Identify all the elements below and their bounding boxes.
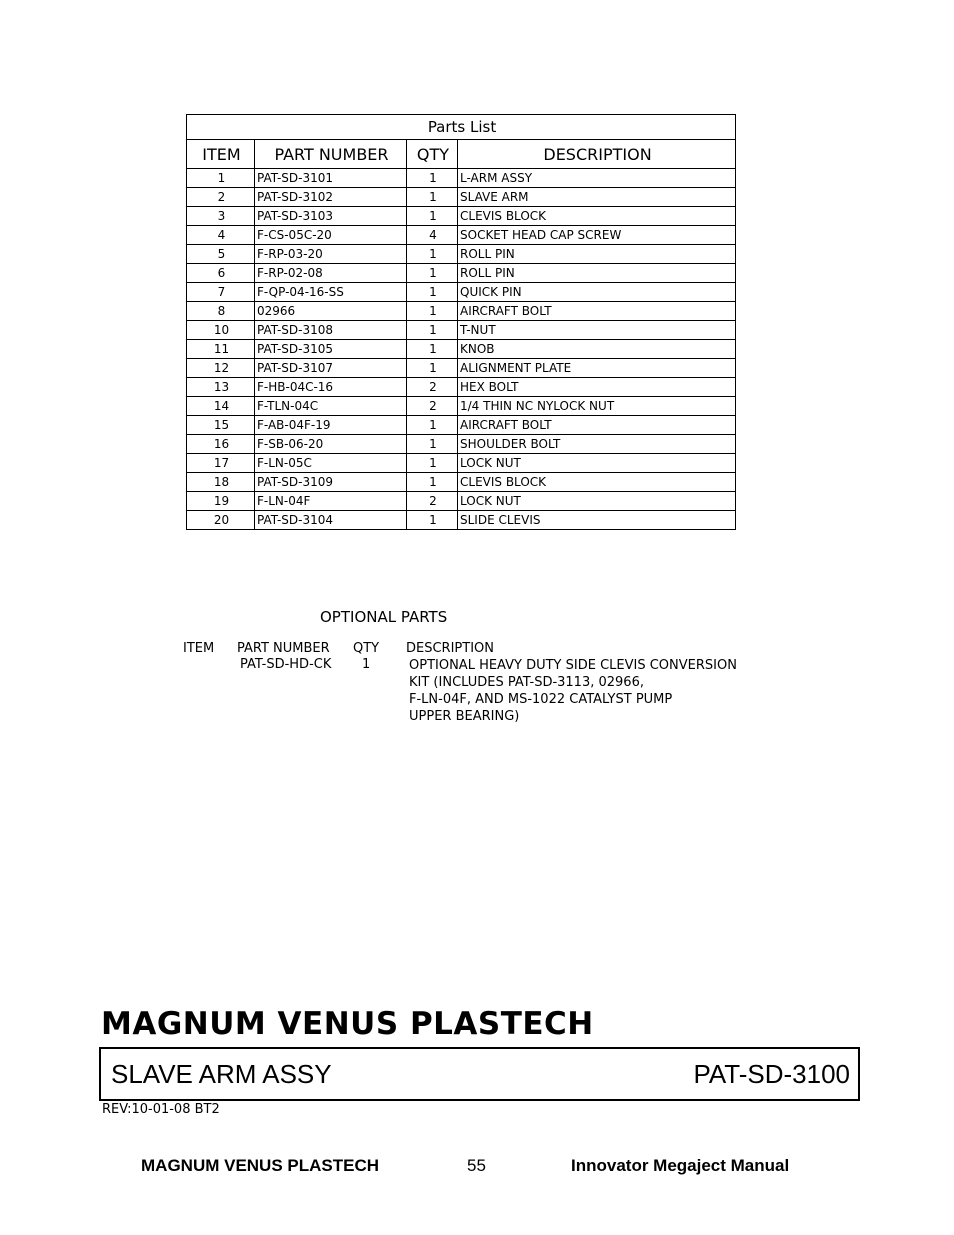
cell-part-number: PAT-SD-3108 [255, 321, 407, 340]
cell-item: 2 [187, 188, 255, 207]
table-row [187, 302, 736, 321]
optional-part-number: PAT-SD-HD-CK [240, 657, 332, 672]
cell-part-number: F-RP-03-20 [255, 245, 407, 264]
optional-description-line: F-LN-04F, AND MS-1022 CATALYST PUMP [409, 692, 673, 707]
cell-qty: 1 [407, 359, 458, 378]
cell-item: 11 [187, 340, 255, 359]
cell-description: LOCK NUT [458, 492, 736, 511]
cell-description: CLEVIS BLOCK [458, 207, 736, 226]
table-row [187, 416, 736, 435]
cell-qty: 1 [407, 188, 458, 207]
drawing-title-box [99, 1047, 860, 1101]
cell-part-number: F-RP-02-08 [255, 264, 407, 283]
drawing-number: PAT-SD-3100 [693, 1059, 850, 1089]
optional-description [409, 657, 737, 725]
cell-qty: 1 [407, 454, 458, 473]
cell-description: ALIGNMENT PLATE [458, 359, 736, 378]
cell-qty: 1 [407, 245, 458, 264]
cell-item: 7 [187, 283, 255, 302]
cell-item: 6 [187, 264, 255, 283]
optional-header-item: ITEM [183, 641, 215, 656]
optional-header-part-number: PART NUMBER [237, 641, 330, 656]
cell-item: 18 [187, 473, 255, 492]
table-row [187, 245, 736, 264]
table-row [187, 188, 736, 207]
table-row [187, 207, 736, 226]
cell-item: 3 [187, 207, 255, 226]
cell-description: L-ARM ASSY [458, 169, 736, 188]
cell-description: LOCK NUT [458, 454, 736, 473]
cell-part-number: F-CS-05C-20 [255, 226, 407, 245]
optional-description-line: KIT (INCLUDES PAT-SD-3113, 02966, [409, 675, 644, 690]
cell-qty: 1 [407, 435, 458, 454]
col-header-item: ITEM [187, 140, 255, 169]
revision-label: REV:10-01-08 BT2 [102, 1102, 220, 1117]
cell-qty: 1 [407, 264, 458, 283]
cell-item: 1 [187, 169, 255, 188]
optional-description-line: UPPER BEARING) [409, 709, 520, 724]
cell-part-number: PAT-SD-3109 [255, 473, 407, 492]
optional-header-description: DESCRIPTION [406, 641, 494, 656]
cell-item: 13 [187, 378, 255, 397]
table-row [187, 397, 736, 416]
cell-part-number: PAT-SD-3105 [255, 340, 407, 359]
cell-item: 8 [187, 302, 255, 321]
table-row [187, 340, 736, 359]
col-header-qty: QTY [407, 140, 458, 169]
cell-part-number: 02966 [255, 302, 407, 321]
cell-qty: 1 [407, 321, 458, 340]
cell-item: 15 [187, 416, 255, 435]
parts-list-table [186, 114, 736, 530]
cell-qty: 2 [407, 378, 458, 397]
cell-qty: 1 [407, 473, 458, 492]
cell-part-number: PAT-SD-3102 [255, 188, 407, 207]
cell-part-number: F-LN-05C [255, 454, 407, 473]
cell-description: KNOB [458, 340, 736, 359]
cell-item: 16 [187, 435, 255, 454]
table-row [187, 511, 736, 530]
cell-description: SLAVE ARM [458, 188, 736, 207]
col-header-description: DESCRIPTION [458, 140, 736, 169]
cell-item: 12 [187, 359, 255, 378]
cell-part-number: F-QP-04-16-SS [255, 283, 407, 302]
table-row [187, 321, 736, 340]
col-header-part-number: PART NUMBER [255, 140, 407, 169]
table-row [187, 283, 736, 302]
cell-description: ROLL PIN [458, 264, 736, 283]
cell-item: 4 [187, 226, 255, 245]
cell-description: ROLL PIN [458, 245, 736, 264]
cell-part-number: F-LN-04F [255, 492, 407, 511]
optional-header-qty: QTY [353, 641, 380, 656]
cell-part-number: F-TLN-04C [255, 397, 407, 416]
cell-qty: 1 [407, 511, 458, 530]
cell-part-number: PAT-SD-3107 [255, 359, 407, 378]
cell-qty: 1 [407, 340, 458, 359]
footer-company: MAGNUM VENUS PLASTECH [141, 1156, 380, 1175]
optional-description-line: OPTIONAL HEAVY DUTY SIDE CLEVIS CONVERSION [409, 658, 737, 673]
cell-qty: 4 [407, 226, 458, 245]
cell-qty: 1 [407, 416, 458, 435]
table-row [187, 473, 736, 492]
cell-item: 20 [187, 511, 255, 530]
cell-qty: 1 [407, 207, 458, 226]
cell-description: HEX BOLT [458, 378, 736, 397]
table-row [187, 169, 736, 188]
table-row [187, 454, 736, 473]
table-row [187, 264, 736, 283]
cell-part-number: F-HB-04C-16 [255, 378, 407, 397]
cell-item: 14 [187, 397, 255, 416]
cell-description: SOCKET HEAD CAP SCREW [458, 226, 736, 245]
table-row [187, 378, 736, 397]
cell-qty: 1 [407, 283, 458, 302]
cell-description: CLEVIS BLOCK [458, 473, 736, 492]
cell-part-number: PAT-SD-3101 [255, 169, 407, 188]
cell-qty: 2 [407, 492, 458, 511]
cell-part-number: PAT-SD-3104 [255, 511, 407, 530]
footer-manual-title: Innovator Megaject Manual [571, 1156, 790, 1175]
table-row [187, 226, 736, 245]
footer-page-number: 55 [467, 1156, 486, 1175]
table-row [187, 359, 736, 378]
cell-part-number: F-AB-04F-19 [255, 416, 407, 435]
table-row [187, 492, 736, 511]
cell-item: 19 [187, 492, 255, 511]
cell-description: SLIDE CLEVIS [458, 511, 736, 530]
cell-item: 5 [187, 245, 255, 264]
cell-item: 10 [187, 321, 255, 340]
parts-list-body [187, 169, 736, 530]
cell-part-number: F-SB-06-20 [255, 435, 407, 454]
cell-item: 17 [187, 454, 255, 473]
cell-description: AIRCRAFT BOLT [458, 416, 736, 435]
cell-part-number: PAT-SD-3103 [255, 207, 407, 226]
cell-qty: 1 [407, 302, 458, 321]
cell-description: AIRCRAFT BOLT [458, 302, 736, 321]
cell-description: T-NUT [458, 321, 736, 340]
parts-list-title: Parts List [187, 115, 736, 140]
cell-qty: 1 [407, 169, 458, 188]
cell-qty: 2 [407, 397, 458, 416]
cell-description: SHOULDER BOLT [458, 435, 736, 454]
cell-description: 1/4 THIN NC NYLOCK NUT [458, 397, 736, 416]
optional-qty: 1 [362, 657, 371, 672]
cell-description: QUICK PIN [458, 283, 736, 302]
drawing-title: SLAVE ARM ASSY [111, 1059, 332, 1089]
company-brand-title: MAGNUM VENUS PLASTECH [101, 1006, 594, 1042]
table-row [187, 435, 736, 454]
optional-parts-title: OPTIONAL PARTS [320, 608, 448, 626]
